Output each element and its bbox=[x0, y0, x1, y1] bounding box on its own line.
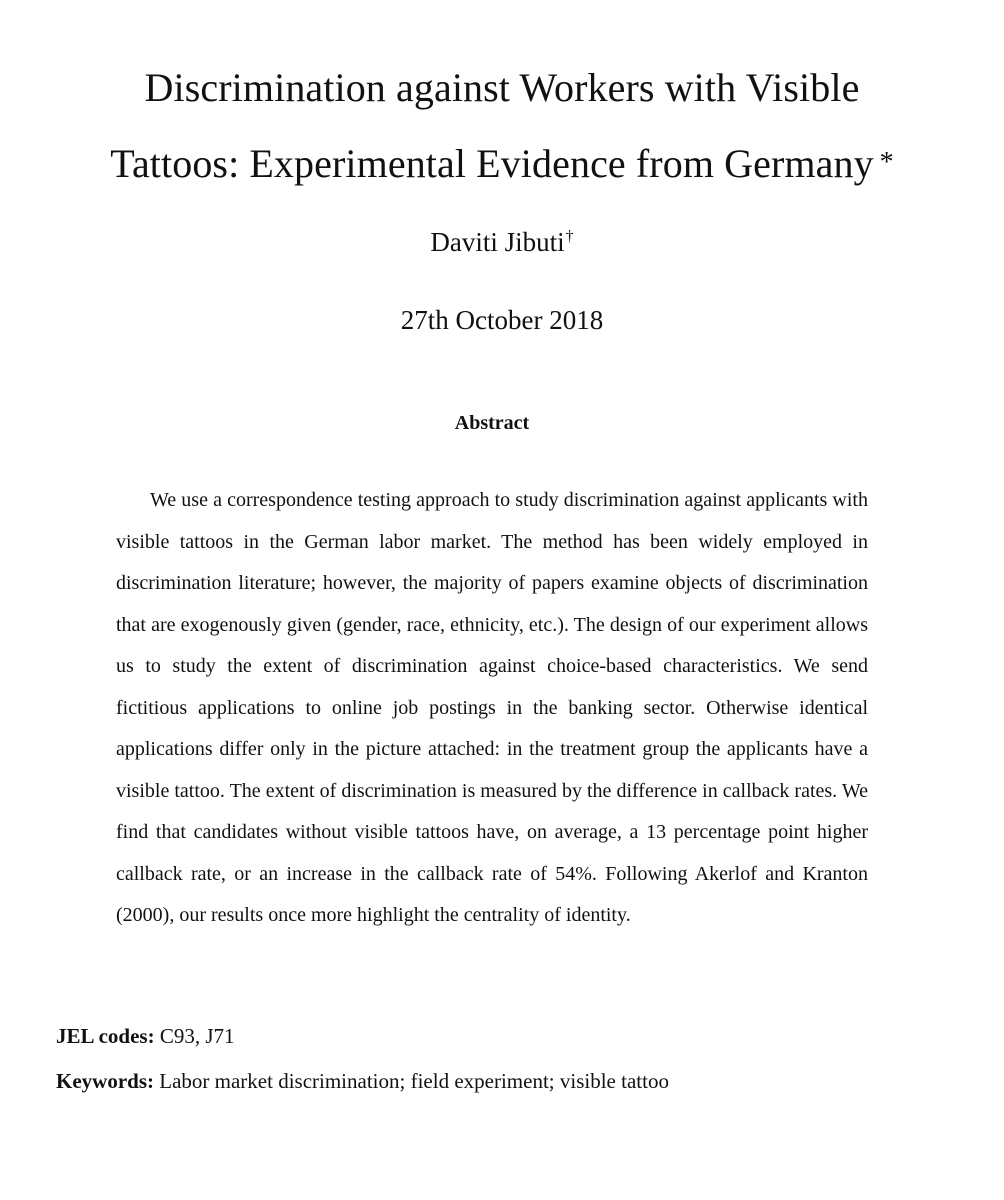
title-text-line-2: Tattoos: Experimental Evidence from Germany bbox=[110, 141, 874, 186]
keywords-value: Labor market discrimination; field experiment; visible tattoo bbox=[159, 1069, 669, 1093]
abstract-heading: Abstract bbox=[454, 412, 530, 434]
title-text-line-1: Discrimination against Workers with Visible bbox=[144, 65, 860, 110]
jel-codes-value: C93, J71 bbox=[159, 1024, 235, 1048]
keywords bbox=[56, 1071, 669, 1092]
abstract-body: We use a correspondence testing approach to study discrimination against applicants with visible tattoos in the German labor market. The method has been widely employed in discrimination literature; however, the majority of papers examine objects of discrimination that are exogenously given (gender, race, ethnicity, etc.). The design of our experiment allows us to study the extent of discrimination against choice-based characteristics. We send fictitious applications to online job postings in the banking sector. Otherwise identical applications differ only in the picture attached: in the treatment group the applicants have a visible tattoo. The extent of discrimination is measured by the difference in callback rates. We find that candidates without visible tattoos have, on average, a 13 percentage point higher callback rate, or an increase in the callback rate of 54%. Following Akerlof and Kranton (2000), our results once more highlight the centrality of identity. bbox=[116, 489, 868, 926]
paper-title-line-1 bbox=[40, 65, 964, 110]
author-footnote-mark[interactable]: † bbox=[565, 228, 574, 245]
jel-codes-label: JEL codes: bbox=[56, 1024, 155, 1048]
jel-codes bbox=[56, 1026, 235, 1047]
paper-title-line-2 bbox=[40, 141, 964, 186]
keywords-label: Keywords: bbox=[56, 1069, 154, 1093]
author-name bbox=[0, 228, 1004, 258]
author-text: Daviti Jibuti bbox=[430, 227, 565, 257]
title-footnote-mark[interactable]: * bbox=[879, 147, 894, 178]
publication-date: 27th October 2018 bbox=[400, 305, 604, 335]
